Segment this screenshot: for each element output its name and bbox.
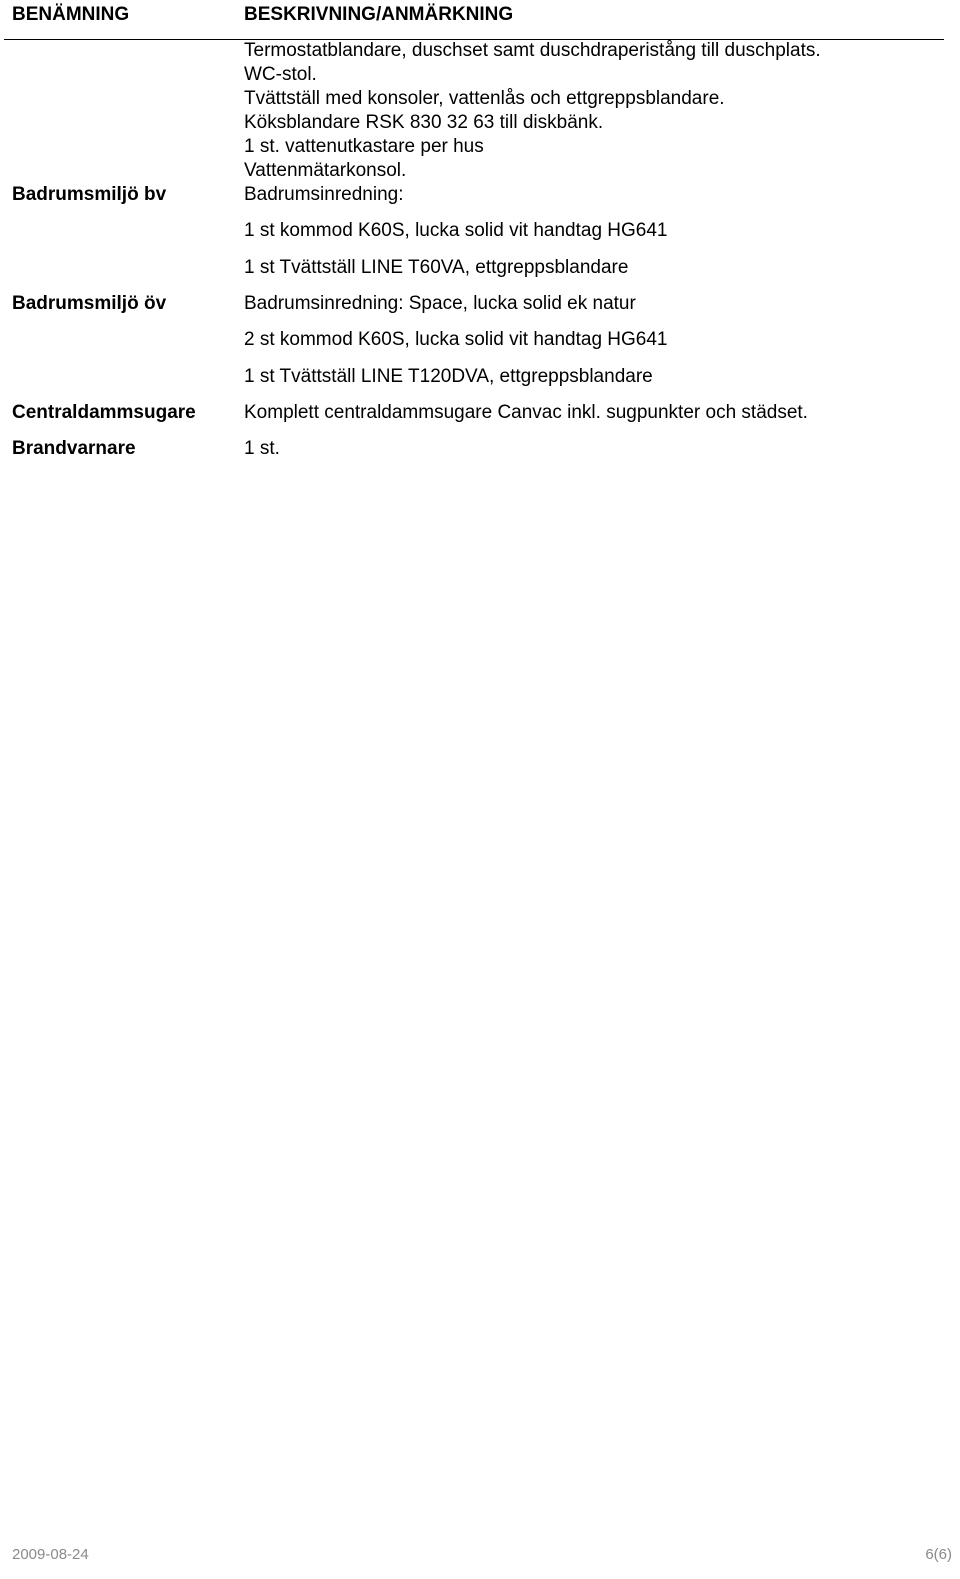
row-line: 2 st kommod K60S, lucka solid vit handtag HG641 [244,329,668,350]
row-line: 1 st kommod K60S, lucka solid vit handtag HG641 [244,220,668,241]
row-line: Komplett centraldammsugare Canvac inkl. sugpunkter och städset. [244,402,808,423]
intro-line: Termostatblandare, duschset samt duschdraperistång till duschplats. [244,40,821,61]
intro-line: WC-stol. [244,64,317,85]
row-line: Badrumsinredning: Space, lucka solid ek natur [244,293,636,314]
row-line: 1 st Tvättställ LINE T60VA, ettgreppsblandare [244,257,629,278]
row-label-badrumsmiljo-ov: Badrumsmiljö öv [12,293,167,314]
intro-line: 1 st. vattenutkastare per hus [244,136,484,157]
row-label-centraldammsugare: Centraldammsugare [12,402,196,423]
column-header-name: BENÄMNING [12,4,130,25]
row-label-badrumsmiljo-bv: Badrumsmiljö bv [12,184,167,205]
row-label-brandvarnare: Brandvarnare [12,438,136,459]
column-header-description: BESKRIVNING/ANMÄRKNING [244,4,514,25]
intro-line: Tvättställ med konsoler, vattenlås och ettgreppsblandare. [244,88,725,109]
intro-line: Vattenmätarkonsol. [244,160,407,181]
row-line: 1 st. [244,438,280,459]
footer-page-number: 6(6) [925,1546,952,1563]
footer-date: 2009-08-24 [12,1546,89,1563]
row-line: Badrumsinredning: [244,184,404,205]
intro-line: Köksblandare RSK 830 32 63 till diskbänk. [244,112,604,133]
row-line: 1 st Tvättställ LINE T120DVA, ettgreppsblandare [244,366,653,387]
